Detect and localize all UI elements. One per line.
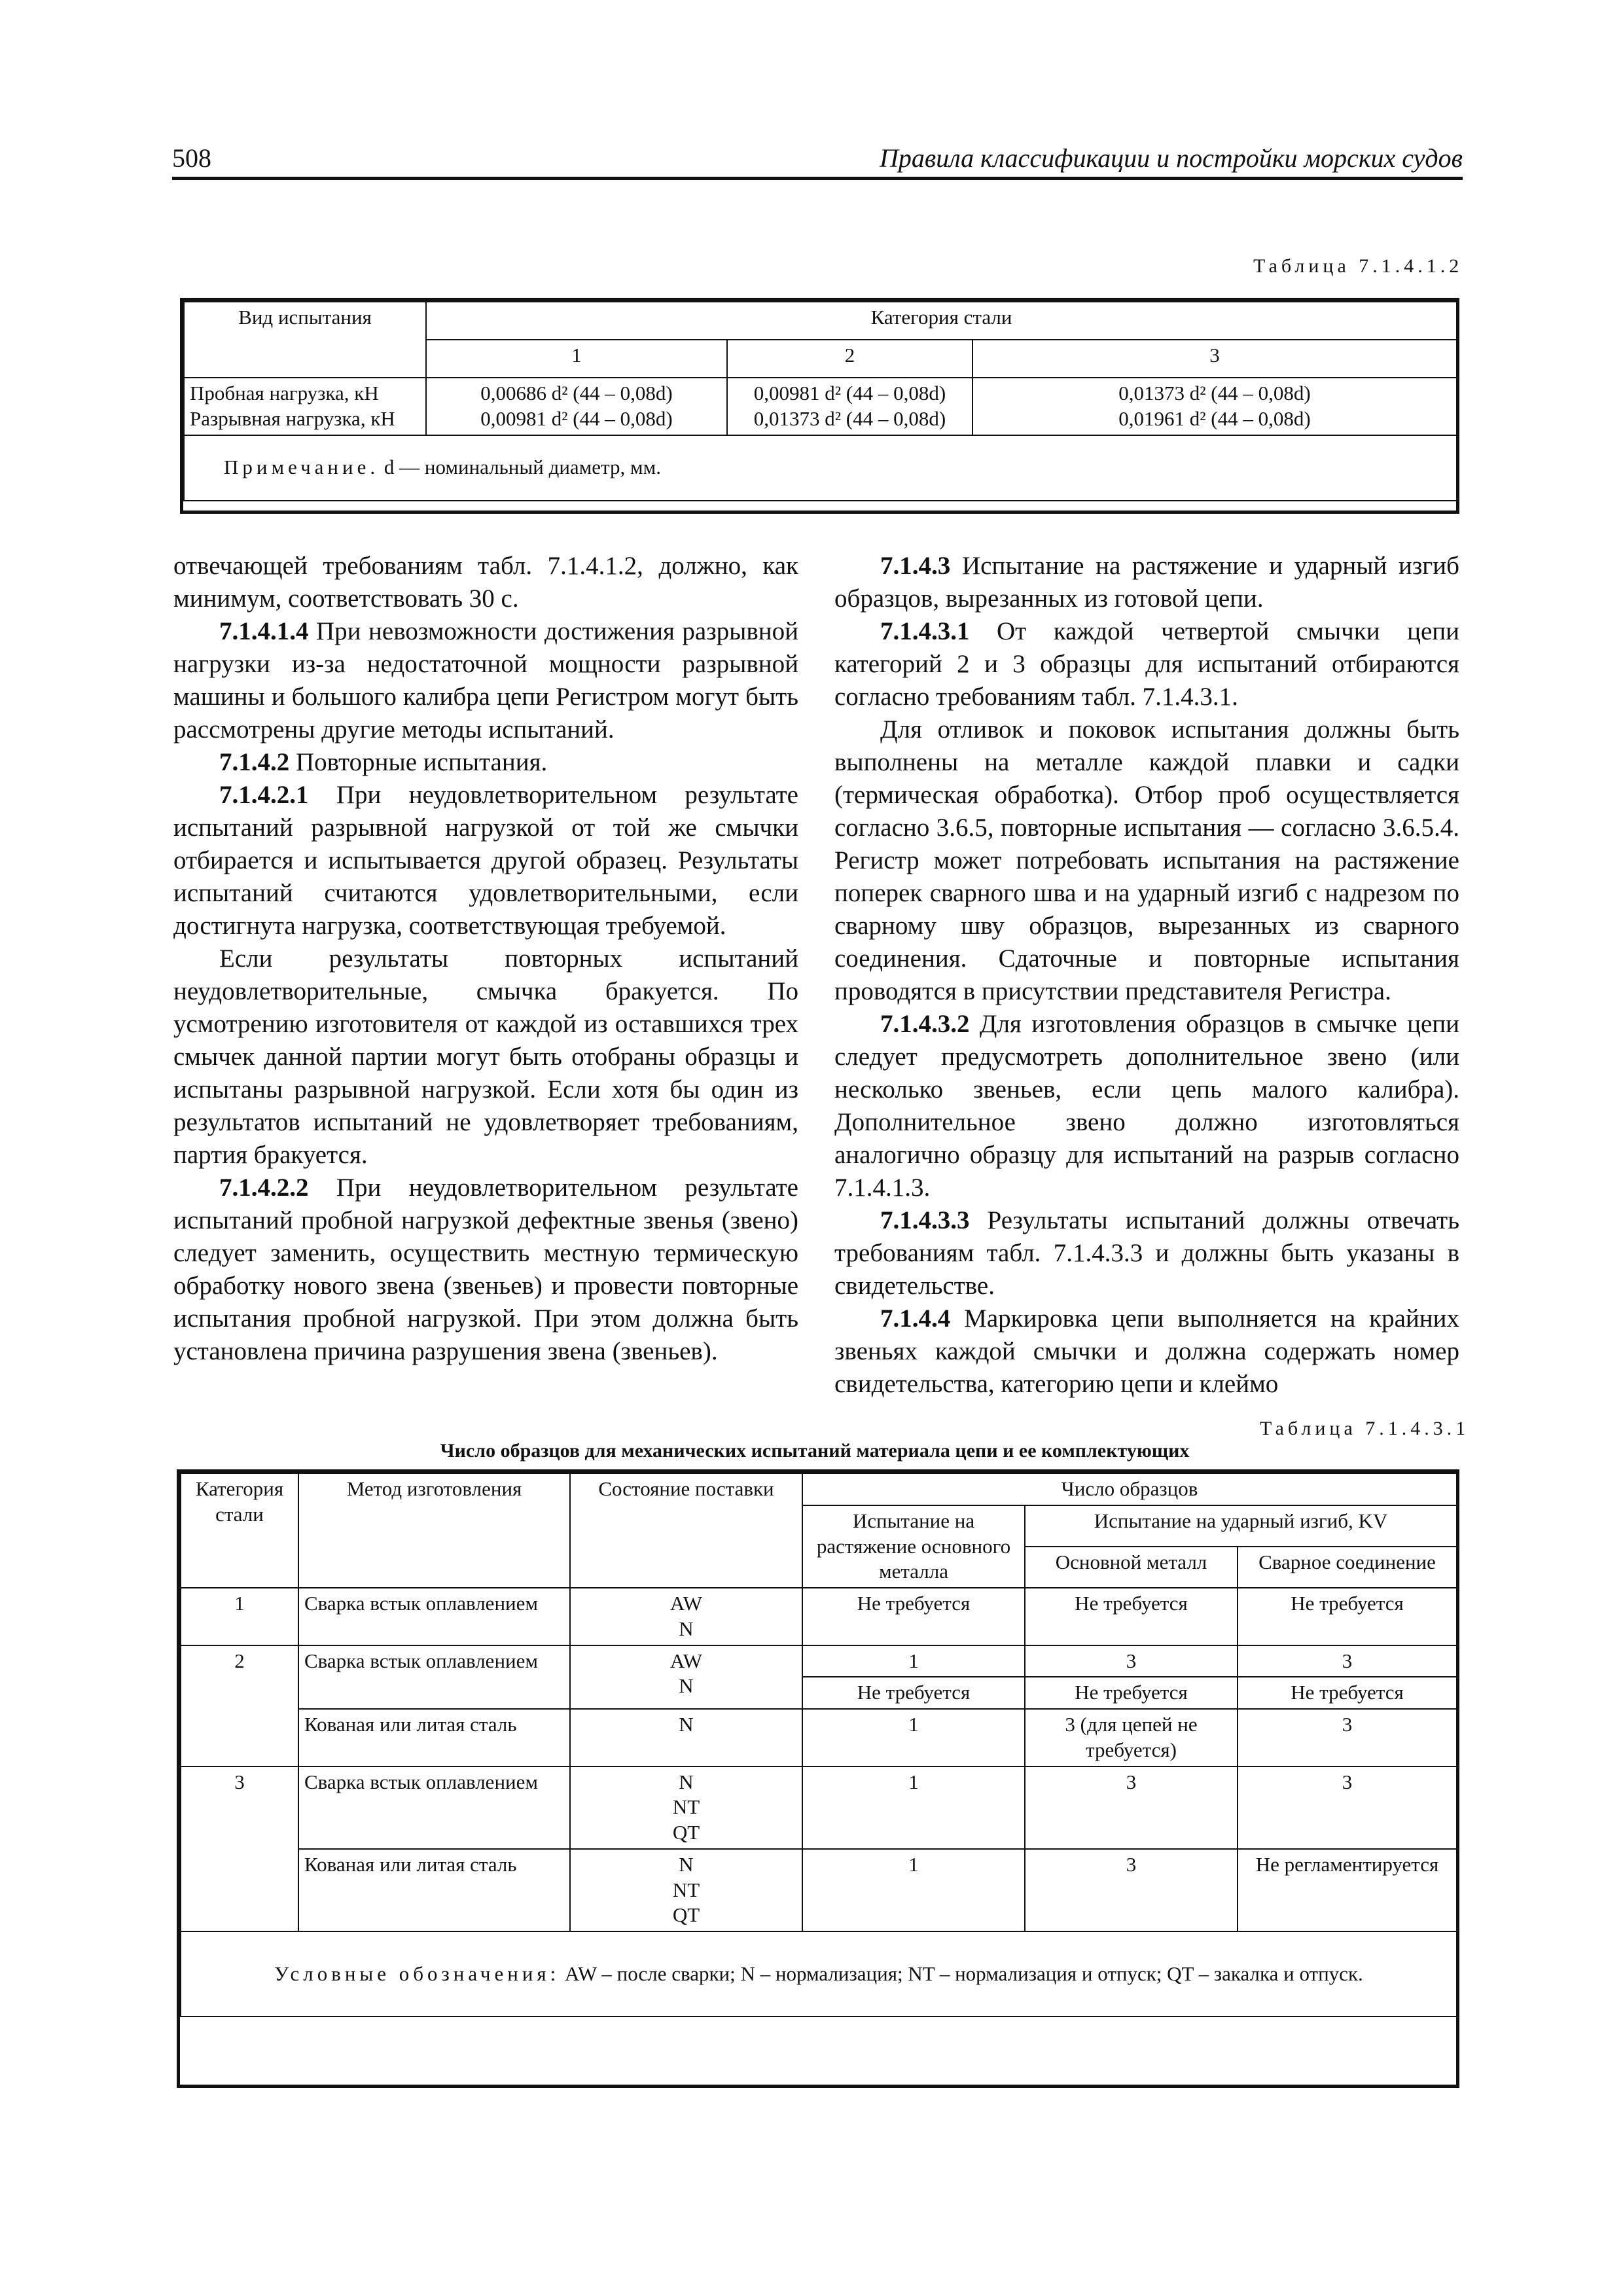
section-number: 7.1.4.2.1 [219, 781, 309, 809]
section-number: 7.1.4.2 [219, 748, 290, 776]
paragraph [834, 615, 1459, 713]
table1-value: 0,01373 d² (44 – 0,08d) [753, 406, 946, 430]
table2-header-base-metal: Основной металл [1025, 1547, 1238, 1588]
cell-method: Кованая или литая сталь [298, 1849, 570, 1931]
section-text: Маркировка цепи выполняется на крайних звеньях каждой смычки и должна содержать номер свидетельства, категорию цепи и клеймо [834, 1304, 1459, 1398]
page-number: 508 [172, 143, 211, 173]
section-text: При невозможности достижения разрывной нагрузки из-за недостаточной мощности разрывной машины и большого калибра цепи Регистром могут быть рассмотрены другие методы испытаний. [173, 617, 799, 744]
section-number: 7.1.4.3.1 [880, 617, 970, 645]
table2-header-samples: Число образцов [802, 1473, 1457, 1505]
table2-legend [181, 1931, 1457, 2017]
table1 [183, 301, 1457, 501]
table1-header-test-type: Вид испытания [184, 302, 426, 378]
table1-value: 0,01373 d² (44 – 0,08d) [1118, 382, 1311, 404]
table2-header-tensile: Испытание на растяжение основного металла [802, 1505, 1025, 1588]
row-label-proof: Пробная нагрузка, кН [190, 382, 379, 404]
paragraph: отвечающей требованиям табл. 7.1.4.1.2, должно, как минимум, соответствовать 30 с. [173, 552, 798, 613]
table-row [181, 1849, 1457, 1931]
left-column [173, 550, 798, 1368]
legend-text: AW – после сварки; N – нормализация; NT – нормализация и отпуск; QT – закалка и отпуск. [565, 1962, 1363, 1985]
row-label-breaking: Разрывная нагрузка, кН [190, 406, 395, 430]
cell-category: 1 [181, 1588, 298, 1645]
table2-header-category: Категория стали [181, 1473, 298, 1588]
table1-value: 0,01961 d² (44 – 0,08d) [1118, 406, 1311, 430]
table2-caption: Таблица 7.1.4.3.1 [1260, 1418, 1470, 1439]
cell-weld: Не требуется [1238, 1588, 1457, 1645]
paragraph [834, 1302, 1459, 1401]
cell-category: 3 [181, 1767, 298, 1932]
table1-note [184, 435, 1457, 501]
cell-base-metal: 3 [1025, 1767, 1238, 1849]
table2-title: Число образцов для механических испытаний материала цепи и ее комплектующих [440, 1440, 1190, 1462]
paragraph [173, 1172, 798, 1368]
table1-row-labels [184, 378, 426, 435]
table2-header-condition: Состояние поставки [570, 1473, 802, 1588]
cell-tensile: 1 [802, 1767, 1025, 1849]
table-row [181, 1767, 1457, 1849]
paragraph [834, 1204, 1459, 1302]
table-row [181, 1709, 1457, 1767]
note-label: Примечание. [224, 456, 380, 479]
table1-value: 0,00981 d² (44 – 0,08d) [480, 406, 673, 430]
cell-weld: Не требуется [1238, 1677, 1457, 1709]
section-number: 7.1.4.3.2 [880, 1010, 970, 1038]
cell-method: Сварка встык оплавлением [298, 1588, 570, 1645]
table1-category-3: 3 [972, 340, 1457, 378]
cell-method: Кованая или литая сталь [298, 1709, 570, 1767]
cell-tensile: 1 [802, 1849, 1025, 1931]
cell-method: Сварка встык оплавлением [298, 1767, 570, 1849]
cell-tensile: Не требуется [802, 1588, 1025, 1645]
table2 [180, 1473, 1457, 2017]
cell-condition: AW N [570, 1588, 802, 1645]
table2-header-method: Метод изготовления [298, 1473, 570, 1588]
table1-cell-cat3 [972, 378, 1457, 435]
paragraph: Если результаты повторных испытаний неудовлетворительные, смычка бракуется. По усмотрению изготовителя от каждой из оставшихся трех смычек данной партии могут быть отобраны образцы и испытаны разрывной нагрузкой. Если хотя бы один из результатов испытаний не удовлетворяет требованиям, партия бракуется. [173, 944, 798, 1169]
header-rule [172, 177, 1463, 180]
cell-base-metal: Не требуется [1025, 1588, 1238, 1645]
table1-header-category: Категория стали [426, 302, 1457, 340]
cell-condition: N NT QT [570, 1767, 802, 1849]
cell-condition: N [570, 1709, 802, 1767]
cell-method: Сварка встык оплавлением [298, 1645, 570, 1710]
cell-condition: N NT QT [570, 1849, 802, 1931]
paragraph [173, 746, 798, 779]
cell-weld: 3 [1238, 1767, 1457, 1849]
cell-base-metal: 3 (для цепей не требуется) [1025, 1709, 1238, 1767]
table1-value: 0,00686 d² (44 – 0,08d) [480, 382, 673, 404]
right-column [834, 550, 1459, 1401]
cell-base-metal: Не требуется [1025, 1677, 1238, 1709]
legend-label: Условные обозначения: [274, 1962, 560, 1985]
section-text: Для изготовления образцов в смычке цепи следует предусмотреть дополнительное звено (или несколько звеньев, если цепь малого калибра). Дополнительное звено должно изготовляться аналогично образцу для испытаний на разрыв согласно 7.1.4.1.3. [834, 1010, 1459, 1202]
note-text: d — номинальный диаметр, мм. [383, 456, 661, 479]
table-row [181, 1588, 1457, 1645]
section-text: От каждой четвертой смычки цепи категорий 2 и 3 образцы для испытаний отбираются согласно требованиям табл. 7.1.4.3.1. [834, 617, 1460, 711]
section-text: Результаты испытаний должны отвечать требованиям табл. 7.1.4.3.3 и должны быть указаны в свидетельстве. [834, 1206, 1459, 1300]
paragraph: Для отливок и поковок испытания должны быть выполнены на металле каждой плавки и садки (термическая обработка). Отбор проб осуществляется согласно 3.6.5, повторные испытания — согласно 3.6.5.4. Регистр может потребовать испытания на растяжение поперек сварного шва и на ударный изгиб с надрезом по сварному шву образцов, вырезанных из сварного соединения. Сдаточные и повторные испытания проводятся в присутствии представителя Регистра. [834, 715, 1459, 1005]
cell-tensile: 1 [802, 1709, 1025, 1767]
cell-category: 2 [181, 1645, 298, 1767]
running-title: Правила классификации и постройки морских судов [879, 143, 1463, 173]
section-text: При неудовлетворительном результате испытаний разрывной нагрузкой от той же смычки отбирается и испытывается другой образец. Результаты испытаний считаются удовлетворительными, если достигнута нагрузка, соответствующая требуемой. [173, 781, 798, 940]
cell-weld: 3 [1238, 1645, 1457, 1677]
section-text: При неудовлетворительном результате испытаний пробной нагрузкой дефектные звенья (звено) следует заменить, осуществить местную термическую обработку нового звена (звеньев) и провести повторные испытания пробной нагрузкой. При этом должна быть установлена причина разрушения звена (звеньев). [173, 1174, 798, 1365]
section-number: 7.1.4.4 [880, 1304, 951, 1333]
cell-base-metal: 3 [1025, 1645, 1238, 1677]
section-text: Повторные испытания. [296, 748, 548, 776]
section-text: Испытание на растяжение и ударный изгиб образцов, вырезанных из готовой цепи. [834, 552, 1460, 613]
cell-tensile: 1 [802, 1645, 1025, 1677]
section-number: 7.1.4.3.3 [880, 1206, 970, 1234]
cell-weld: Не регламентируется [1238, 1849, 1457, 1931]
cell-tensile: Не требуется [802, 1677, 1025, 1709]
table2-header-impact: Испытание на ударный изгиб, KV [1025, 1505, 1457, 1547]
paragraph [834, 1008, 1459, 1204]
section-number: 7.1.4.1.4 [219, 617, 309, 645]
cell-weld: 3 [1238, 1709, 1457, 1767]
table1-category-1: 1 [426, 340, 727, 378]
paragraph [173, 779, 798, 942]
table2-header-weld: Сварное соединение [1238, 1547, 1457, 1588]
section-number: 7.1.4.3 [880, 552, 951, 580]
cell-condition: AW N [570, 1645, 802, 1710]
table-row [181, 1645, 1457, 1677]
cell-base-metal: 3 [1025, 1849, 1238, 1931]
paragraph [834, 550, 1459, 615]
section-number: 7.1.4.2.2 [219, 1174, 309, 1202]
paragraph [173, 615, 798, 746]
table1-cell-cat2 [727, 378, 972, 435]
table1-value: 0,00981 d² (44 – 0,08d) [753, 382, 946, 404]
table1-caption: Таблица 7.1.4.1.2 [1253, 255, 1463, 277]
table1-category-2: 2 [727, 340, 972, 378]
table1-cell-cat1 [426, 378, 727, 435]
